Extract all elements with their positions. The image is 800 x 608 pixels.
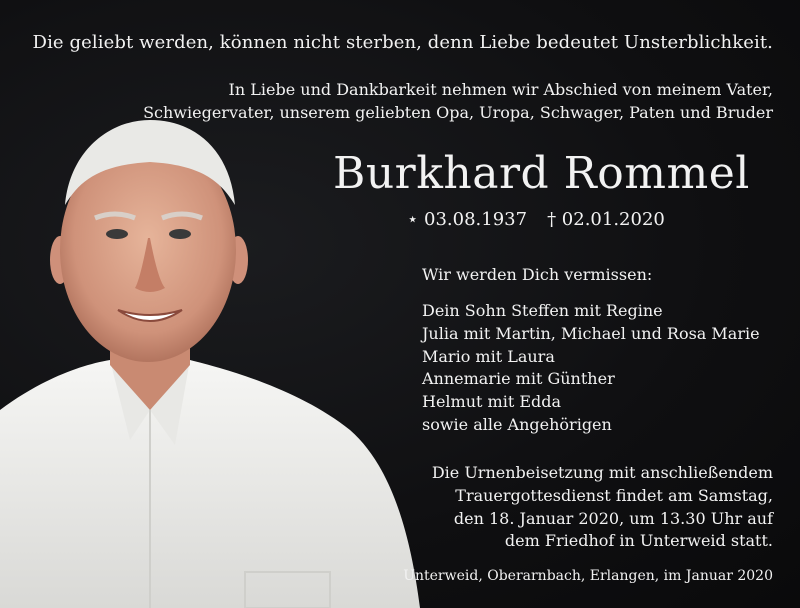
family-member: Mario mit Laura: [422, 346, 555, 366]
service-line: dem Friedhof in Unterweid statt.: [504, 531, 773, 551]
service-line: den 18. Januar 2020, um 13.30 Uhr auf: [453, 508, 773, 528]
family-list: [422, 300, 760, 437]
life-dates: [407, 209, 665, 230]
miss-line: Wir werden Dich vermissen:: [422, 265, 653, 284]
family-member: Julia mit Martin, Michael und Rosa Marie: [422, 323, 760, 343]
service-line: Die Urnenbeisetzung mit anschließendem: [431, 463, 773, 482]
deceased-name: Burkhard Rommel: [333, 148, 750, 199]
family-member: Helmut mit Edda: [422, 392, 562, 412]
service-line: Trauergottesdienst findet am Samstag,: [455, 485, 773, 505]
birth-date: ⋆ 03.08.1937: [407, 209, 528, 230]
intro-line: In Liebe und Dankbarkeit nehmen wir Abschied von meinem Vater,: [228, 80, 773, 99]
family-member: Dein Sohn Steffen mit Regine: [422, 301, 663, 320]
death-date: † 02.01.2020: [547, 209, 665, 230]
footer-places-date: Unterweid, Oberarnbach, Erlangen, im Januar 2020: [403, 568, 773, 584]
family-member: sowie alle Angehörigen: [422, 414, 612, 434]
service-info: [432, 462, 773, 553]
family-member: Annemarie mit Günther: [422, 369, 615, 389]
intro-text: [143, 78, 773, 124]
intro-line: Schwiegervater, unserem geliebten Opa, Uropa, Schwager, Paten und Bruder: [143, 103, 773, 122]
motto: Die geliebt werden, können nicht sterben, denn Liebe bedeutet Unsterblichkeit.: [32, 32, 773, 53]
